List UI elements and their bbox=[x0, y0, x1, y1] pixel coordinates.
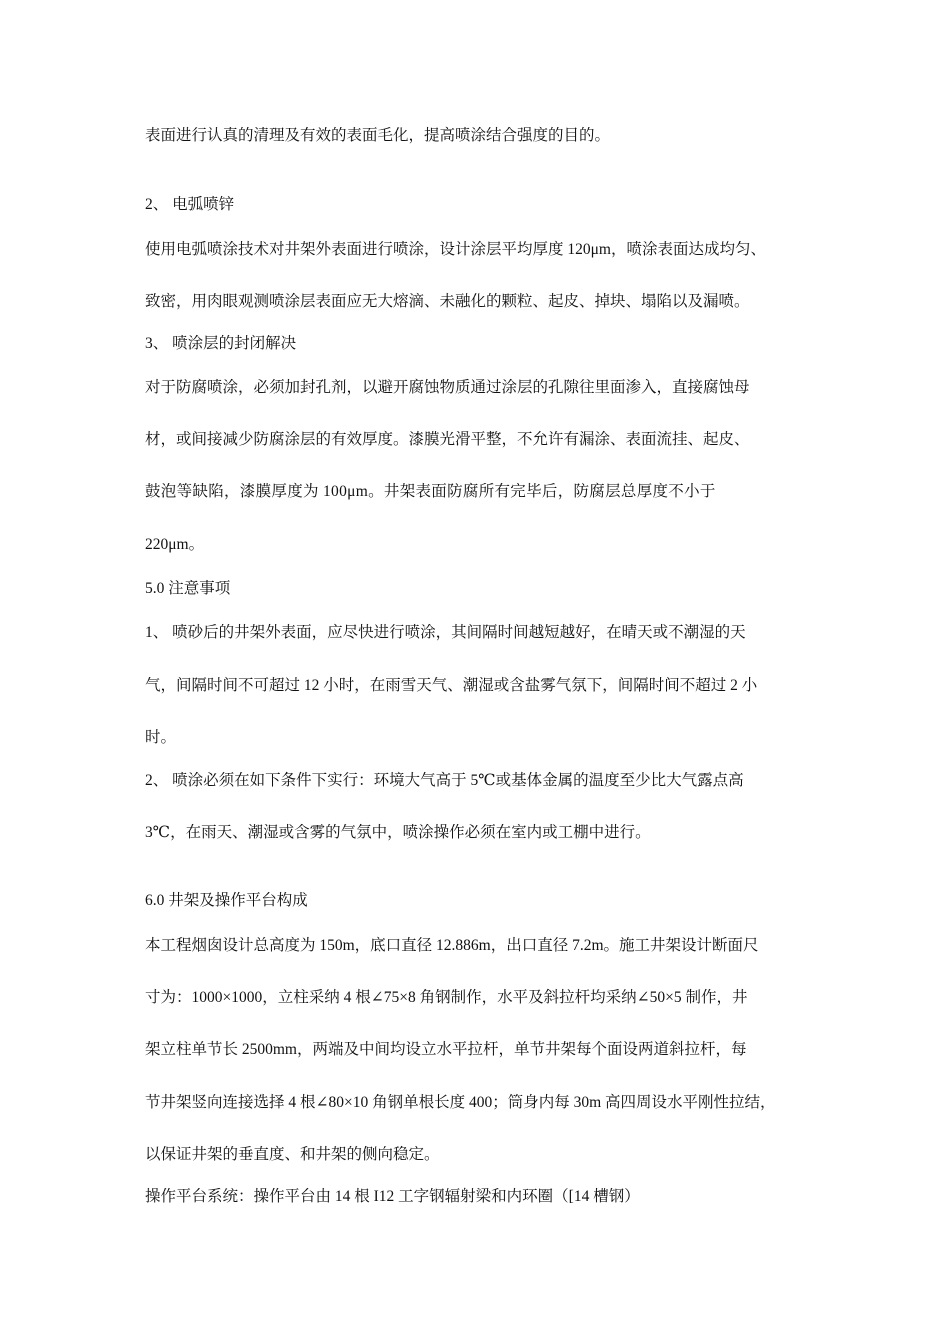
paragraph-line: 操作平台系统：操作平台由 14 根 I12 工字钢辐射梁和内环圈（[14 槽钢） bbox=[145, 1188, 640, 1205]
paragraph-line: 220μm。 bbox=[145, 536, 205, 553]
paragraph-line: 材，或间接减少防腐涂层的有效厚度。漆膜光滑平整，不允许有漏涂、表面流挂、起皮、 bbox=[145, 431, 750, 448]
paragraph-line: 致密，用肉眼观测喷涂层表面应无大熔滴、未融化的颗粒、起皮、掉块、塌陷以及漏喷。 bbox=[145, 293, 750, 310]
paragraph-line: 节井架竖向连接选择 4 根∠80×10 角钢单根长度 400；筒身内每 30m 高四周设水平刚性拉结， bbox=[145, 1094, 776, 1111]
paragraph-line: 使用电弧喷涂技术对井架外表面进行喷涂，设计涂层平均厚度 120μm，喷涂表面达成均匀、 bbox=[145, 241, 766, 258]
paragraph-line: 表面进行认真的清理及有效的表面毛化，提高喷涂结合强度的目的。 bbox=[145, 127, 611, 144]
paragraph-line: 寸为：1000×1000，立柱采纳 4 根∠75×8 角钢制作，水平及斜拉杆均采纳∠50×5 制作，井 bbox=[145, 989, 748, 1006]
paragraph-line: 时。 bbox=[145, 729, 177, 746]
paragraph-line: 以保证井架的垂直度、和井架的侧向稳定。 bbox=[145, 1146, 440, 1163]
section-heading: 6.0 井架及操作平台构成 bbox=[145, 892, 308, 909]
paragraph-line: 气，间隔时间不可超过 12 小时，在雨雪天气、潮湿或含盐雾气氛下，间隔时间不超过 2 小 bbox=[145, 677, 758, 694]
section-heading: 2、 电弧喷锌 bbox=[145, 196, 235, 213]
section-heading: 5.0 注意事项 bbox=[145, 580, 231, 597]
paragraph-line: 2、 喷涂必须在如下条件下实行：环境大气高于 5℃或基体金属的温度至少比大气露点高 bbox=[145, 772, 744, 789]
paragraph-line: 架立柱单节长 2500mm，两端及中间均设立水平拉杆，单节井架每个面设两道斜拉杆，每 bbox=[145, 1041, 747, 1058]
section-heading: 3、 喷涂层的封闭解决 bbox=[145, 335, 297, 352]
paragraph-line: 3℃，在雨天、潮湿或含雾的气氛中，喷涂操作必须在室内或工棚中进行。 bbox=[145, 824, 651, 841]
paragraph-line: 鼓泡等缺陷，漆膜厚度为 100μm。井架表面防腐所有完毕后，防腐层总厚度不小于 bbox=[145, 483, 716, 500]
paragraph-line: 1、 喷砂后的井架外表面，应尽快进行喷涂，其间隔时间越短越好，在晴天或不潮湿的天 bbox=[145, 624, 746, 641]
paragraph-line: 对于防腐喷涂，必须加封孔剂，以避开腐蚀物质通过涂层的孔隙往里面渗入，直接腐蚀母 bbox=[145, 379, 750, 396]
paragraph-line: 本工程烟囱设计总高度为 150m，底口直径 12.886m，出口直径 7.2m。施工井架设计断面尺 bbox=[145, 937, 759, 954]
